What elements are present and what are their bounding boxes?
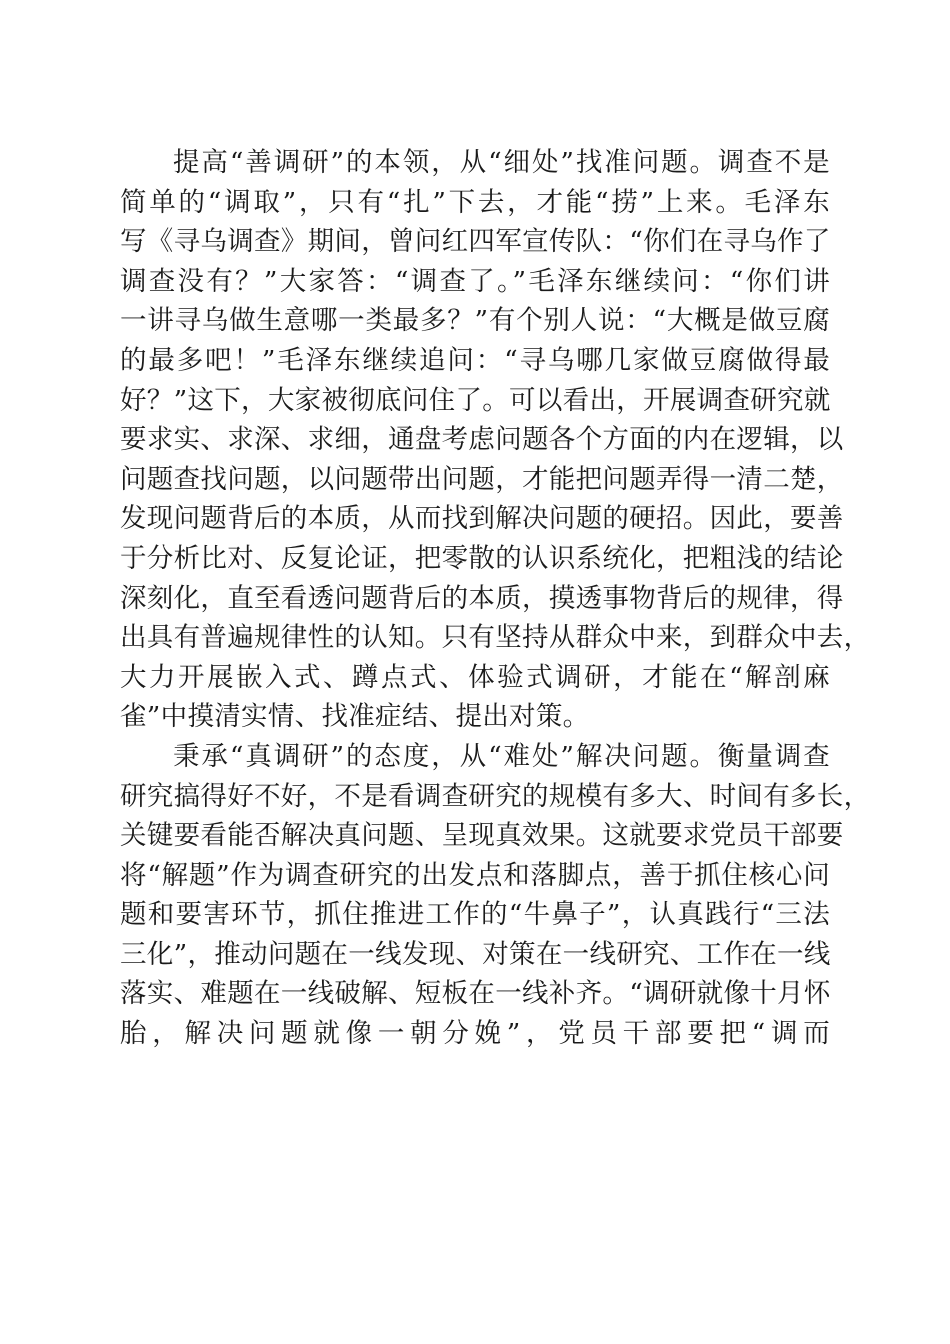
paragraph-1-line-10: 发现问题背后的本质，从而找到解决问题的硬招。因此，要善 bbox=[120, 503, 844, 535]
paragraph-2-line-5: 题和要害环节，抓住推进工作的“牛鼻子”，认真践行“三法 bbox=[120, 899, 830, 931]
paragraph-2-line-4: 将“解题”作为调查研究的出发点和落脚点，善于抓住核心问 bbox=[120, 859, 830, 891]
paragraph-2-line-2: 研究搞得好不好，不是看调查研究的规模有多大、时间有多长， bbox=[120, 780, 871, 812]
paragraph-1-line-5: 一讲寻乌做生意哪一类最多？”有个别人说：“大概是做豆腐 bbox=[120, 305, 830, 337]
paragraph-2-line-7: 落实、难题在一线破解、短板在一线补齐。“调研就像十月怀 bbox=[120, 978, 831, 1010]
paragraph-2-line-8: 胎，解决问题就像一朝分娩”，党员干部要把“调而 bbox=[120, 1018, 830, 1050]
paragraph-2-line-1: 秉承“真调研”的态度，从“难处”解决问题。衡量调查 bbox=[173, 740, 830, 772]
paragraph-2-line-3: 关键要看能否解决真问题、呈现真效果。这就要求党员干部要 bbox=[120, 820, 844, 852]
paragraph-1-line-12: 深刻化，直至看透问题背后的本质，摸透事物背后的规律，得 bbox=[120, 582, 844, 614]
paragraph-1-line-7: 好？”这下，大家被彻底问住了。可以看出，开展调查研究就 bbox=[120, 384, 831, 416]
paragraph-1-line-2: 简单的“调取”，只有“扎”下去，才能“捞”上来。毛泽东 bbox=[120, 186, 830, 218]
paragraph-1-line-6: 的最多吧！”毛泽东继续追问：“寻乌哪几家做豆腐做得最 bbox=[120, 344, 830, 376]
paragraph-1-line-9: 问题查找问题，以问题带出问题，才能把问题弄得一清二楚， bbox=[120, 463, 844, 495]
paragraph-2-line-6: 三化”，推动问题在一线发现、对策在一线研究、工作在一线 bbox=[120, 938, 831, 970]
paragraph-1-line-11: 于分析比对、反复论证，把零散的认识系统化，把粗浅的结论 bbox=[120, 542, 844, 574]
paragraph-1-line-1: 提高“善调研”的本领，从“细处”找准问题。调查不是 bbox=[173, 147, 830, 178]
paragraph-1-line-8: 要求实、求深、求细，通盘考虑问题各个方面的内在逻辑，以 bbox=[120, 424, 844, 456]
body-text bbox=[120, 143, 871, 1054]
paragraph-1-line-14: 大力开展嵌入式、蹲点式、体验式调研，才能在“解剖麻 bbox=[120, 661, 830, 693]
paragraph-1-line-4: 调查没有？”大家答：“调查了。”毛泽东继续问：“你们讲 bbox=[120, 265, 830, 297]
paragraph-1-line-3: 写《寻乌调查》期间，曾问红四军宣传队：“你们在寻乌作了 bbox=[120, 226, 831, 258]
paragraph-1-line-13: 出具有普遍规律性的认知。只有坚持从群众中来，到群众中去， bbox=[120, 622, 871, 654]
paragraph-1-line-15: 雀”中摸清实情、找准症结、提出对策。 bbox=[120, 701, 590, 733]
